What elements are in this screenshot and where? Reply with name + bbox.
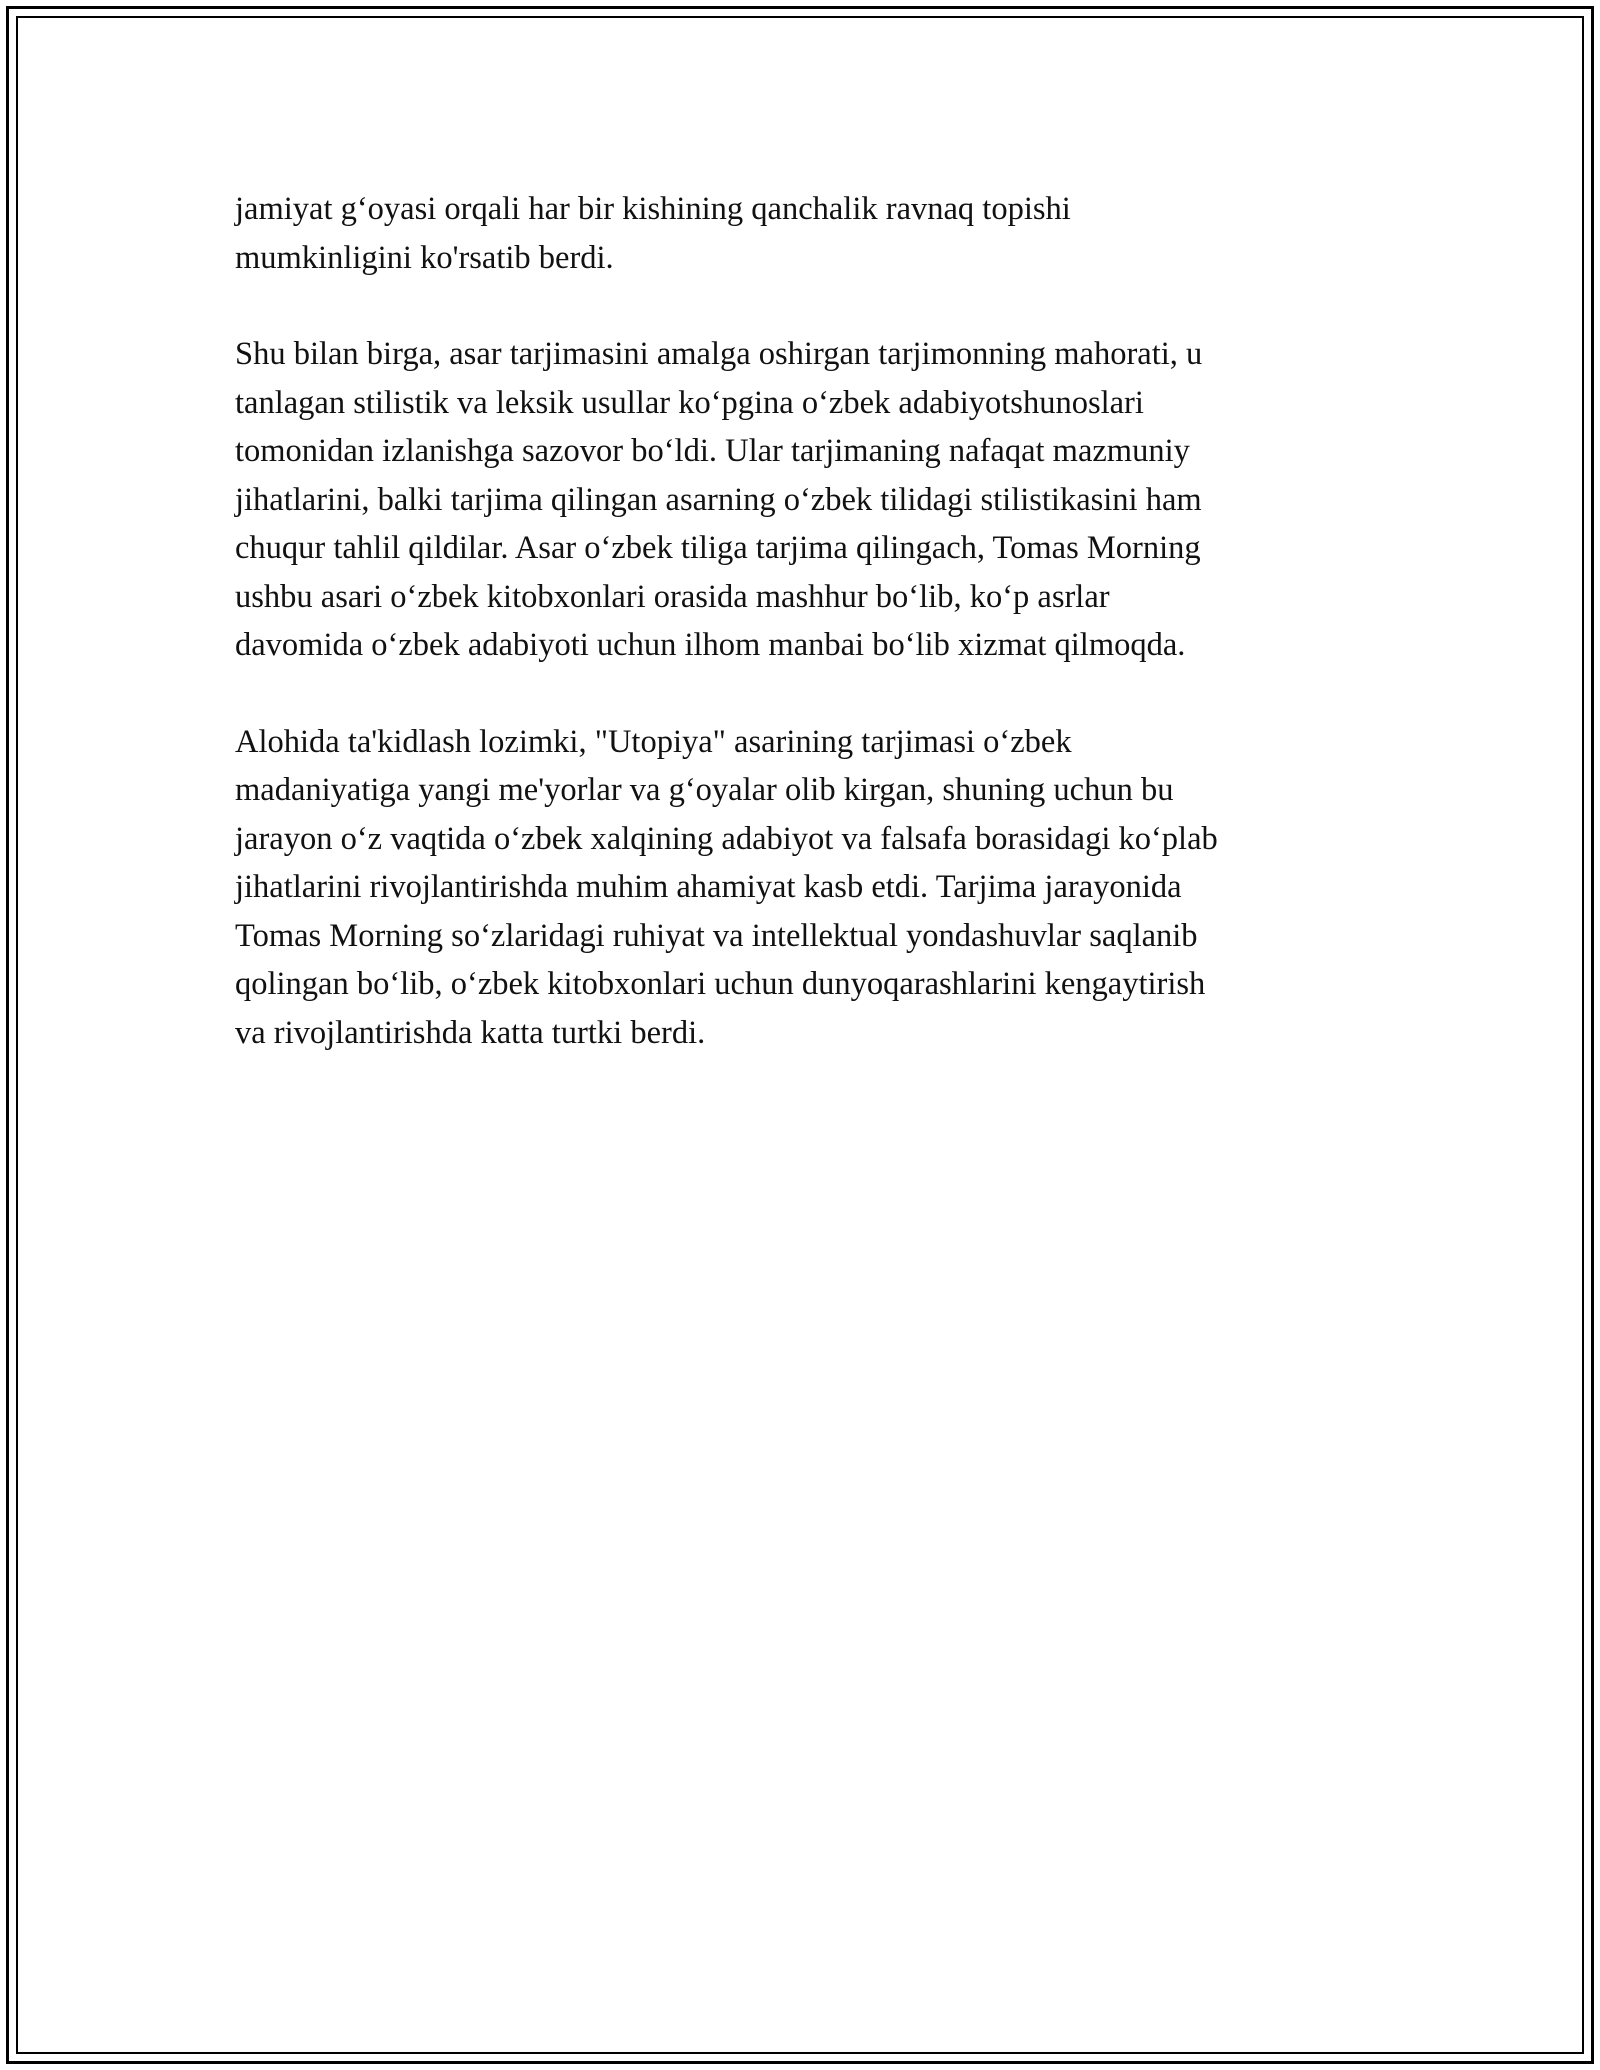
paragraph-2: [235, 330, 1365, 670]
text-line: Alohida ta'kidlash lozimki, "Utopiya" asarining tarjimasi o‘zbek: [235, 723, 1072, 760]
text-line: Tomas Morning so‘zlaridagi ruhiyat va intellektual yondashuvlar saqlanib: [235, 917, 1198, 954]
text-line: jamiyat g‘oyasi orqali har bir kishining qanchalik ravnaq topishi: [235, 191, 1071, 227]
text-line: jihatlarini rivojlantirishda muhim ahamiyat kasb etdi. Tarjima jarayonida: [235, 869, 1182, 905]
text-line: qolingan bo‘lib, o‘zbek kitobxonlari uchun dunyoqarashlarini kengaytirish: [235, 966, 1206, 1002]
document-body: [235, 185, 1365, 1105]
text-line: Shu bilan birga, asar tarjimasini amalga oshirgan tarjimonning mahorati, u: [235, 336, 1203, 372]
text-line: ushbu asari o‘zbek kitobxonlari orasida mashhur bo‘lib, ko‘p asrlar: [235, 578, 1110, 615]
text-line: tanlagan stilistik va leksik usullar ko‘pgina o‘zbek adabiyotshunoslari: [235, 384, 1144, 421]
text-line: va rivojlantirishda katta turtki berdi.: [235, 1014, 706, 1051]
text-line: tomonidan izlanishga sazovor bo‘ldi. Ular tarjimaning nafaqat mazmuniy: [235, 433, 1190, 469]
text-line: jarayon o‘z vaqtida o‘zbek xalqining adabiyot va falsafa borasidagi ko‘plab: [235, 820, 1218, 857]
text-line: jihatlarini, balki tarjima qilingan asarning o‘zbek tilidagi stilistikasini ham: [235, 481, 1202, 518]
paragraph-1: [235, 185, 1365, 282]
text-line: chuqur tahlil qildilar. Asar o‘zbek tiliga tarjima qilingach, Tomas Morning: [235, 530, 1201, 566]
paragraph-3: [235, 718, 1365, 1058]
text-line: davomida o‘zbek adabiyoti uchun ilhom manbai bo‘lib xizmat qilmoqda.: [235, 627, 1186, 663]
text-line: madaniyatiga yangi me'yorlar va g‘oyalar olib kirgan, shuning uchun bu: [235, 772, 1174, 808]
text-line: mumkinligini ko'rsatib berdi.: [235, 239, 614, 276]
